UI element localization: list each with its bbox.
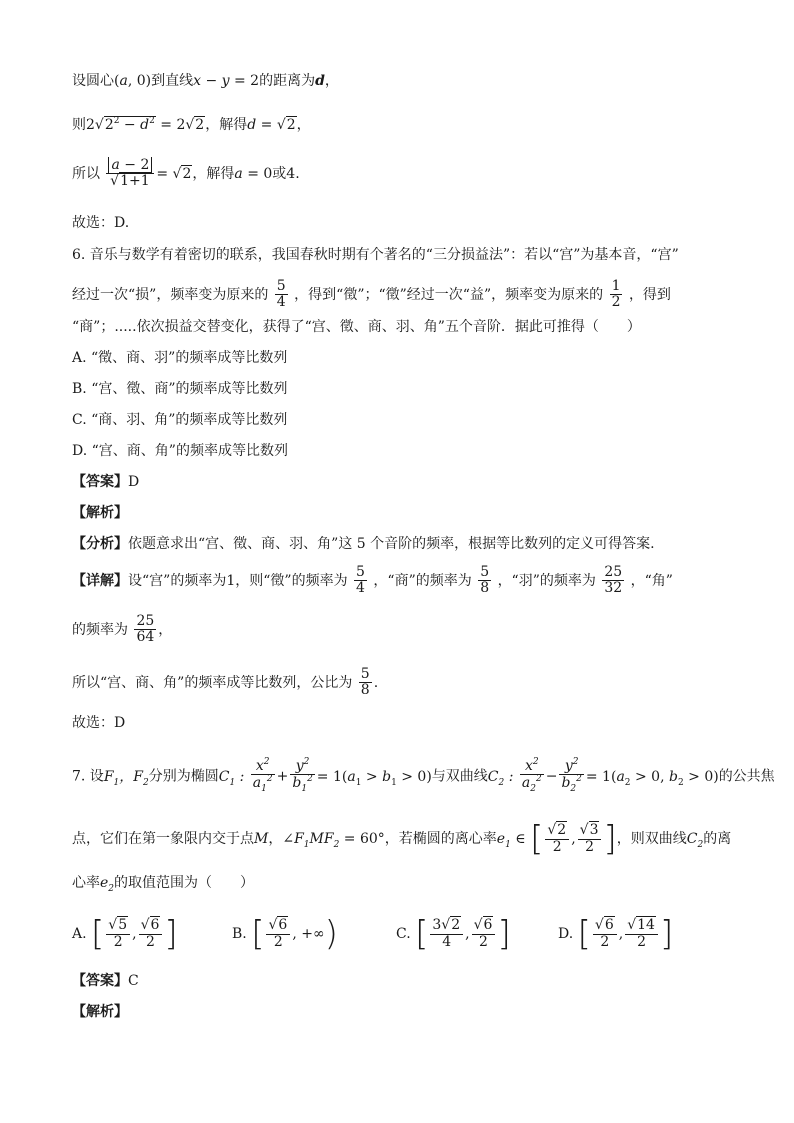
math-angle: $\angle F_1MF_2$ bbox=[282, 831, 340, 850]
sol5-line2: 则$2√2^2 - d^2 = 2√2$，解得d = √2， bbox=[72, 116, 311, 133]
math-d: d bbox=[315, 73, 325, 89]
sol5-text: 的距离为 bbox=[259, 73, 316, 89]
math-frac-5-4: $\frac{5}{4}$ bbox=[356, 564, 365, 597]
math-frac-5-8: $\frac{5}{8}$ bbox=[480, 564, 490, 597]
q6-answer bbox=[72, 475, 139, 489]
q6-analysis-tag: 【解析】 bbox=[72, 505, 128, 521]
q6-stem-line1: 6. 音乐与数学有着密切的联系，我国春秋时期有个著名的“三分损益法”：若以“宫”为基本音，“宫” bbox=[72, 247, 679, 263]
q6-option-c: C. “商、羽、角”的频率成等比数列 bbox=[72, 412, 288, 428]
q6-conclusion: 所以“宫、商、角”的频率成等比数列，公比为 $\frac{5}{8}$ . bbox=[72, 666, 379, 699]
sol5-text: ，解得 bbox=[205, 117, 248, 133]
answer-value: D bbox=[128, 474, 140, 490]
math-line-eq: x − y bbox=[193, 73, 230, 89]
sol5-text: 则 bbox=[72, 117, 86, 133]
sol5-line3: 所以 $\frac{a - 2}{√1+1}$ = √2，解得a = 0或4. bbox=[72, 157, 300, 190]
detail-tag: 【详解】 bbox=[72, 572, 128, 589]
sol5-answer: 故选：D. bbox=[72, 215, 130, 231]
q7-stem-line3: 心率$e_2$的取值范围为（ ） bbox=[72, 875, 255, 894]
math-center: ( bbox=[114, 73, 120, 89]
q6-option-b: B. “宫、徵、商”的频率成等比数列 bbox=[72, 381, 288, 397]
q6-fenxi: 【分析】依题意求出“宫、徵、商、羽、角”这 5 个音阶的频率，根据等比数列的定义可得答案. bbox=[72, 536, 655, 552]
math-frac-25-32: $\frac{25}{32}$ bbox=[604, 564, 623, 597]
sol5-text: 到直线 bbox=[151, 73, 194, 89]
q6-detail-line2: 的频率为 $\frac{25}{64}$ ， bbox=[72, 613, 173, 646]
q7-option-a: A. [ $\frac{√5}{2}$ , $\frac{√6}{2}$ ] bbox=[72, 914, 178, 954]
q6-detail-line1: 【详解】设“宫”的频率为1，则“徵”的频率为 $\frac{5}{4}$ ，“商”的频率为 $\frac{5}{8}$ ，“羽”的频率为 $\frac{25}{32}$ ，“角” bbox=[72, 564, 673, 597]
math-frac-1-2: $\frac{1}{2}$ bbox=[611, 278, 621, 311]
q6-stem-line3: “商”；.....依次损益交替变化，获得了“宫、徵、商、羽、角”五个音阶．据此可推得（ ） bbox=[72, 319, 641, 335]
math-d-value: d bbox=[247, 117, 257, 133]
math-frac-5-4: $\frac{5}{4}$ bbox=[276, 278, 286, 311]
q7-stem-line1: 7. 设$F_1$，$F_2$分别为椭圆$C_1$ : $\frac{x^2}{a_1^2}$ + $\frac{y^2}{b_1^2}$ = $1(a_1 > b_1 > 0)$与双曲线$C_2$ : $\frac{x^2}{a_2^2}$ − $\frac{y^2}{b_2^2}$ = $1(a_2 > 0$, $b_2 > 0$)的公共焦 bbox=[72, 757, 775, 795]
sol5-text: 所以 bbox=[72, 165, 100, 182]
answer-value: C bbox=[128, 973, 139, 989]
fenxi-tag: 【分析】 bbox=[72, 536, 128, 552]
sol5-line1: 设圆心(a, 0)到直线x − y = 2的距离为d， bbox=[72, 73, 339, 89]
q7-answer bbox=[72, 974, 139, 988]
math-frac-25-64: $\frac{25}{64}$ bbox=[136, 613, 155, 646]
math-center-a: a bbox=[119, 73, 128, 89]
sol5-text: 设圆心 bbox=[72, 73, 114, 89]
math-foci: $F_1$，$F_2$ bbox=[103, 768, 149, 788]
q6-choice: 故选：D bbox=[72, 715, 126, 731]
math-distance-fraction: $\frac{a - 2}{√1+1}$ bbox=[106, 158, 154, 190]
math-chord: $2√2^2 - d^2 = 2√2$ bbox=[86, 116, 205, 133]
math-frac-5-8: $\frac{5}{8}$ bbox=[360, 666, 370, 699]
q6-option-d: D. “宫、商、角”的频率成等比数列 bbox=[72, 443, 288, 459]
q7-option-c: C. [ $\frac{3√2}{4}$ , $\frac{√6}{2}$ ] bbox=[396, 914, 511, 954]
sol5-text: ，解得 bbox=[192, 165, 235, 182]
answer-tag: 【答案】 bbox=[72, 973, 128, 989]
q7-analysis-tag: 【解析】 bbox=[72, 1004, 128, 1020]
q7-option-b: B. [ $\frac{√6}{2}$ , +∞) bbox=[232, 914, 338, 954]
q7-stem-line2: 点，它们在第一象限内交于点M，$\angle F_1MF_2 = 60^\circ$，若椭圆的离心率$e_1$ ∈ [ $\frac{√2}{2}$ , $\frac{√3}{2}$ ]，则双曲线$C_2$的离 bbox=[72, 819, 732, 859]
q6-option-a: A. “徵、商、羽”的频率成等比数列 bbox=[72, 350, 288, 366]
answer-tag: 【答案】 bbox=[72, 474, 128, 490]
math-ellipse: $C_1$ : bbox=[218, 768, 245, 788]
math-hyperbola: $C_2$ : bbox=[487, 768, 514, 788]
q7-option-d: D. [ $\frac{√6}{2}$ , $\frac{√14}{2}$ ] bbox=[558, 914, 674, 954]
q6-stem-line2: 经过一次“损”，频率变为原来的 $\frac{5}{4}$ ，得到“徵”；“徵”经过一次“益”，频率变为原来的 $\frac{1}{2}$ ，得到 bbox=[72, 278, 671, 311]
